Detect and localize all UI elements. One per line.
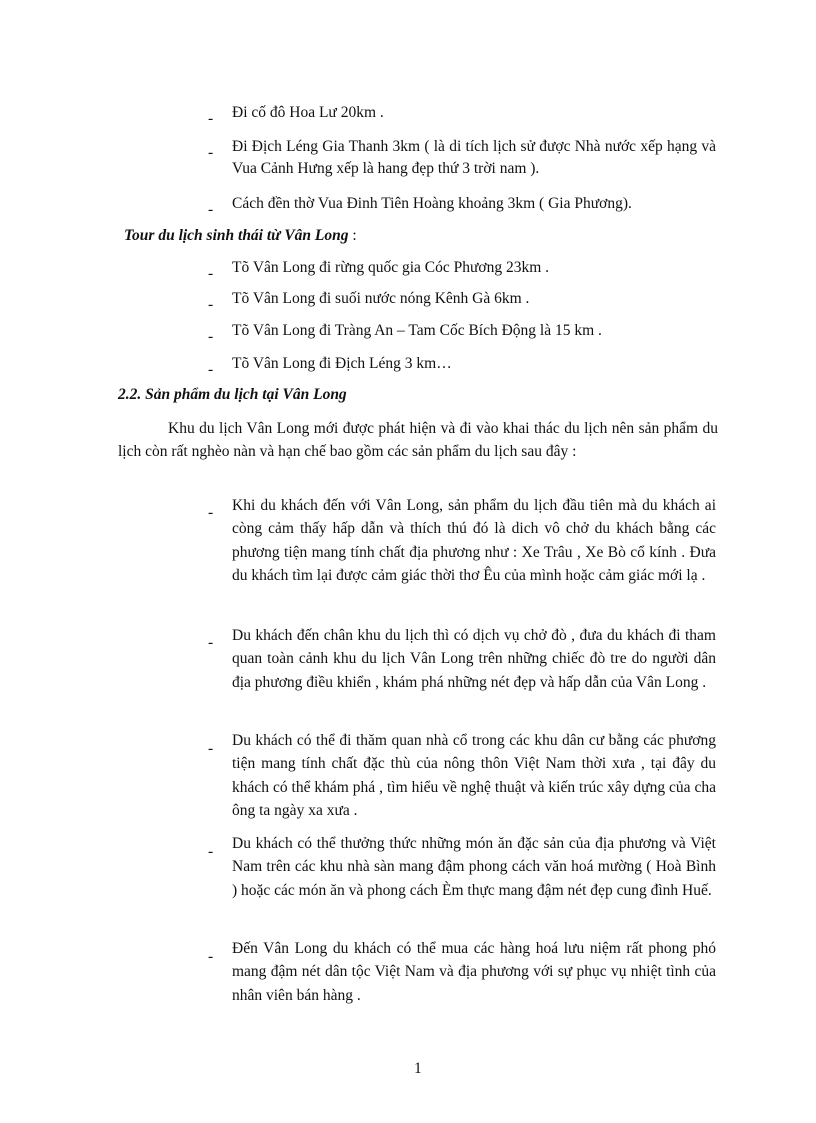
section-heading: 2.2. Sản phẩm du lịch tại Vân Long (118, 386, 347, 403)
list-bullet: - (208, 328, 214, 345)
list-bullet: - (208, 110, 214, 127)
list-item: Tõ Vân Long đi Tràng An – Tam Cốc Bích Động là 15 km . (232, 322, 602, 339)
list-item: Du khách có thể đi thăm quan nhà cổ trong các khu dân cư bằng các phương tiện mang tính chất đặc thù của nông thôn Việt Nam thời xưa , tại đây du khách có thể khám phá , tìm hiểu về nghệ thuật và kiến trúc xây dựng của cha ông ta ngày xa xưa . (232, 732, 716, 820)
list-item: Du khách đến chân khu du lịch thì có dịch vụ chở đò , đưa du khách đi tham quan toàn cảnh khu du lịch Vân Long trên những chiếc đò tre do người dân địa phương điều khiển , khám phá những nét đẹp và hấp dẫn của Vân Long . (232, 627, 716, 691)
list-item: Đi Địch Léng Gia Thanh 3km ( là di tích lịch sử được Nhà nước xếp hạng và Vua Cảnh Hưng xếp là hang đẹp thứ 3 trời nam ). (232, 138, 716, 177)
list-item: Tõ Vân Long đi Địch Léng 3 km… (232, 355, 452, 372)
list-item: Đi cố đô Hoa Lư 20km . (232, 104, 384, 121)
list-bullet: - (208, 634, 214, 651)
list-item: Khi du khách đến với Vân Long, sản phẩm du lịch đầu tiên mà du khách ai còng cảm thấy hấp dẫn và thích thú đó là dich vô chở du khách bằng các phương tiện mang tính chất địa phương như : Xe Trâu , Xe Bò cổ kính . Đưa du khách tìm lại được cảm giác thời thơ Êu của mình hoặc cảm giác mới lạ . (232, 497, 716, 585)
list-bullet: - (208, 201, 214, 218)
list-bullet: - (208, 296, 214, 313)
intro-paragraph: Khu du lịch Vân Long mới được phát hiện và đi vào khai thác du lịch nên sản phẩm du lịch còn rất nghèo nàn và hạn chế bao gồm các sản phẩm du lịch sau đây : (118, 420, 718, 460)
list-bullet: - (208, 948, 214, 965)
list-bullet: - (208, 265, 214, 282)
list-item: Đến Vân Long du khách có thể mua các hàng hoá lưu niệm rất phong phó mang đậm nét dân tộc Việt Nam và địa phương với sự phục vụ nhiệt tình của nhân viên bán hàng . (232, 940, 716, 1004)
list-item: Tõ Vân Long đi rừng quốc gia Cóc Phương 23km . (232, 259, 550, 276)
tour-heading-title: Tour du lịch sinh thái từ Vân Long (124, 227, 349, 244)
page-number: 1 (414, 1060, 422, 1077)
tour-heading (124, 225, 724, 247)
list-item: Tõ Vân Long đi suối nước nóng Kênh Gà 6km . (232, 290, 530, 307)
list-bullet: - (208, 740, 214, 757)
list-item: Du khách có thể thưởng thức những món ăn đặc sản của địa phương và Việt Nam trên các khu nhà sàn mang đậm phong cách văn hoá mường ( Hoà Bình ) hoặc các món ăn và phong cách Èm thực mang đậm nét đẹp cung đình Huế. (232, 835, 716, 899)
tour-heading-colon: : (348, 227, 357, 244)
list-bullet: - (208, 361, 214, 378)
list-bullet: - (208, 144, 214, 161)
list-bullet: - (208, 843, 214, 860)
list-item: Cách đền thờ Vua Đinh Tiên Hoàng khoảng 3km ( Gia Phương). (232, 195, 632, 212)
list-bullet: - (208, 504, 214, 521)
